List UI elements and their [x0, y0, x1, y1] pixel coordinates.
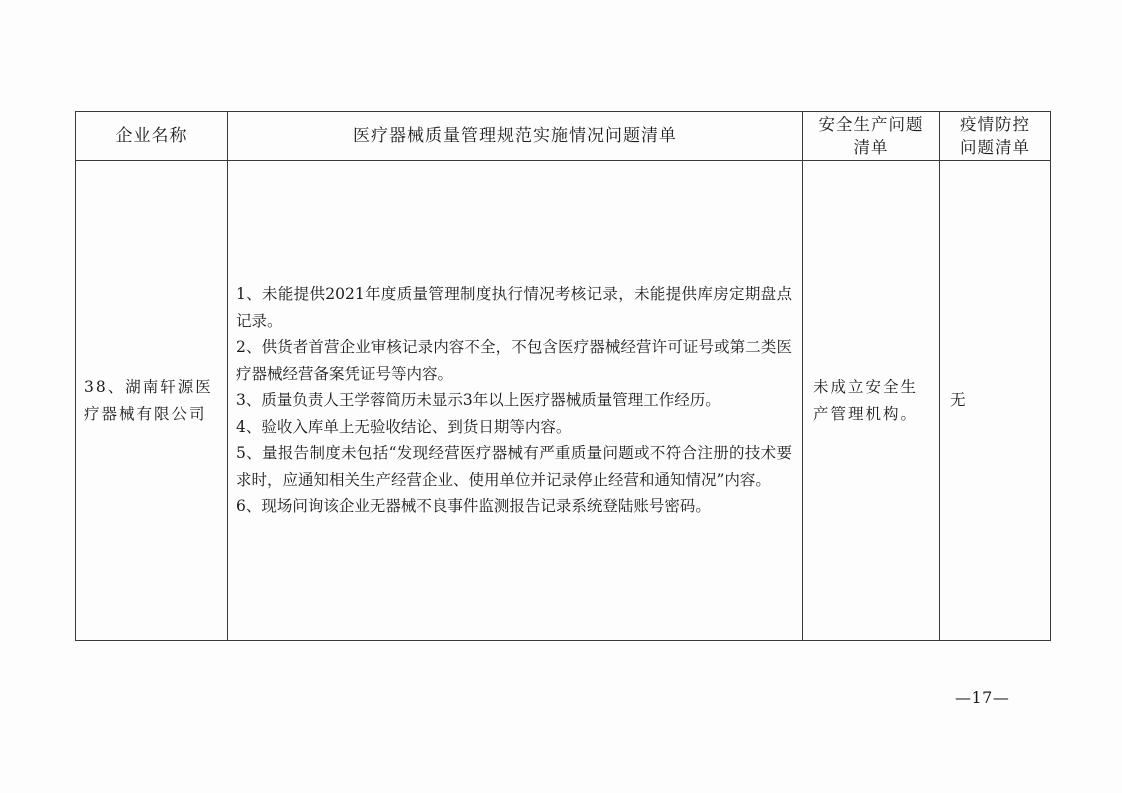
header-epidemic-issues-line2: 问题清单 [960, 138, 1030, 157]
header-epidemic-issues [940, 112, 1051, 161]
table-header-row [76, 112, 1051, 161]
header-safety-issues-line1: 安全生产问题 [818, 115, 924, 134]
issue-item-2: 2、供货者首营企业审核记录内容不全，不包含医疗器械经营许可证号或第二类医疗器械经营备案凭证号等内容。 [236, 338, 792, 383]
safety-issues-cell: 未成立安全生产管理机构。 [803, 161, 940, 641]
header-epidemic-issues-line1: 疫情防控 [960, 115, 1030, 134]
issue-item-3: 3、质量负责人王学蓉简历未显示3年以上医疗器械质量管理工作经历。 [236, 391, 721, 410]
header-safety-issues-line2: 清单 [853, 138, 889, 157]
issue-item-1: 1、未能提供2021年度质量管理制度执行情况考核记录，未能提供库房定期盘点记录。 [236, 285, 792, 330]
table-row [76, 161, 1051, 641]
issue-item-5: 5、量报告制度未包括“发现经营医疗器械有严重质量问题或不符合注册的技术要求时，应通知相关生产经营企业、使用单位并记录停止经营和通知情况”内容。 [236, 444, 792, 489]
header-gmp-issues: 医疗器械质量管理规范实施情况问题清单 [228, 112, 803, 161]
company-name-cell: 38、湖南轩源医疗器械有限公司 [76, 161, 228, 641]
issue-item-4: 4、验收入库单上无验收结论、到货日期等内容。 [236, 417, 572, 436]
header-company-name: 企业名称 [76, 112, 228, 161]
epidemic-issues-cell: 无 [940, 161, 1051, 641]
issues-table [75, 111, 1051, 641]
header-safety-issues [803, 112, 940, 161]
issue-item-6: 6、现场问询该企业无器械不良事件监测报告记录系统登陆账号密码。 [236, 497, 711, 516]
page-number: —17— [955, 688, 1010, 707]
gmp-issues-cell [228, 161, 803, 641]
